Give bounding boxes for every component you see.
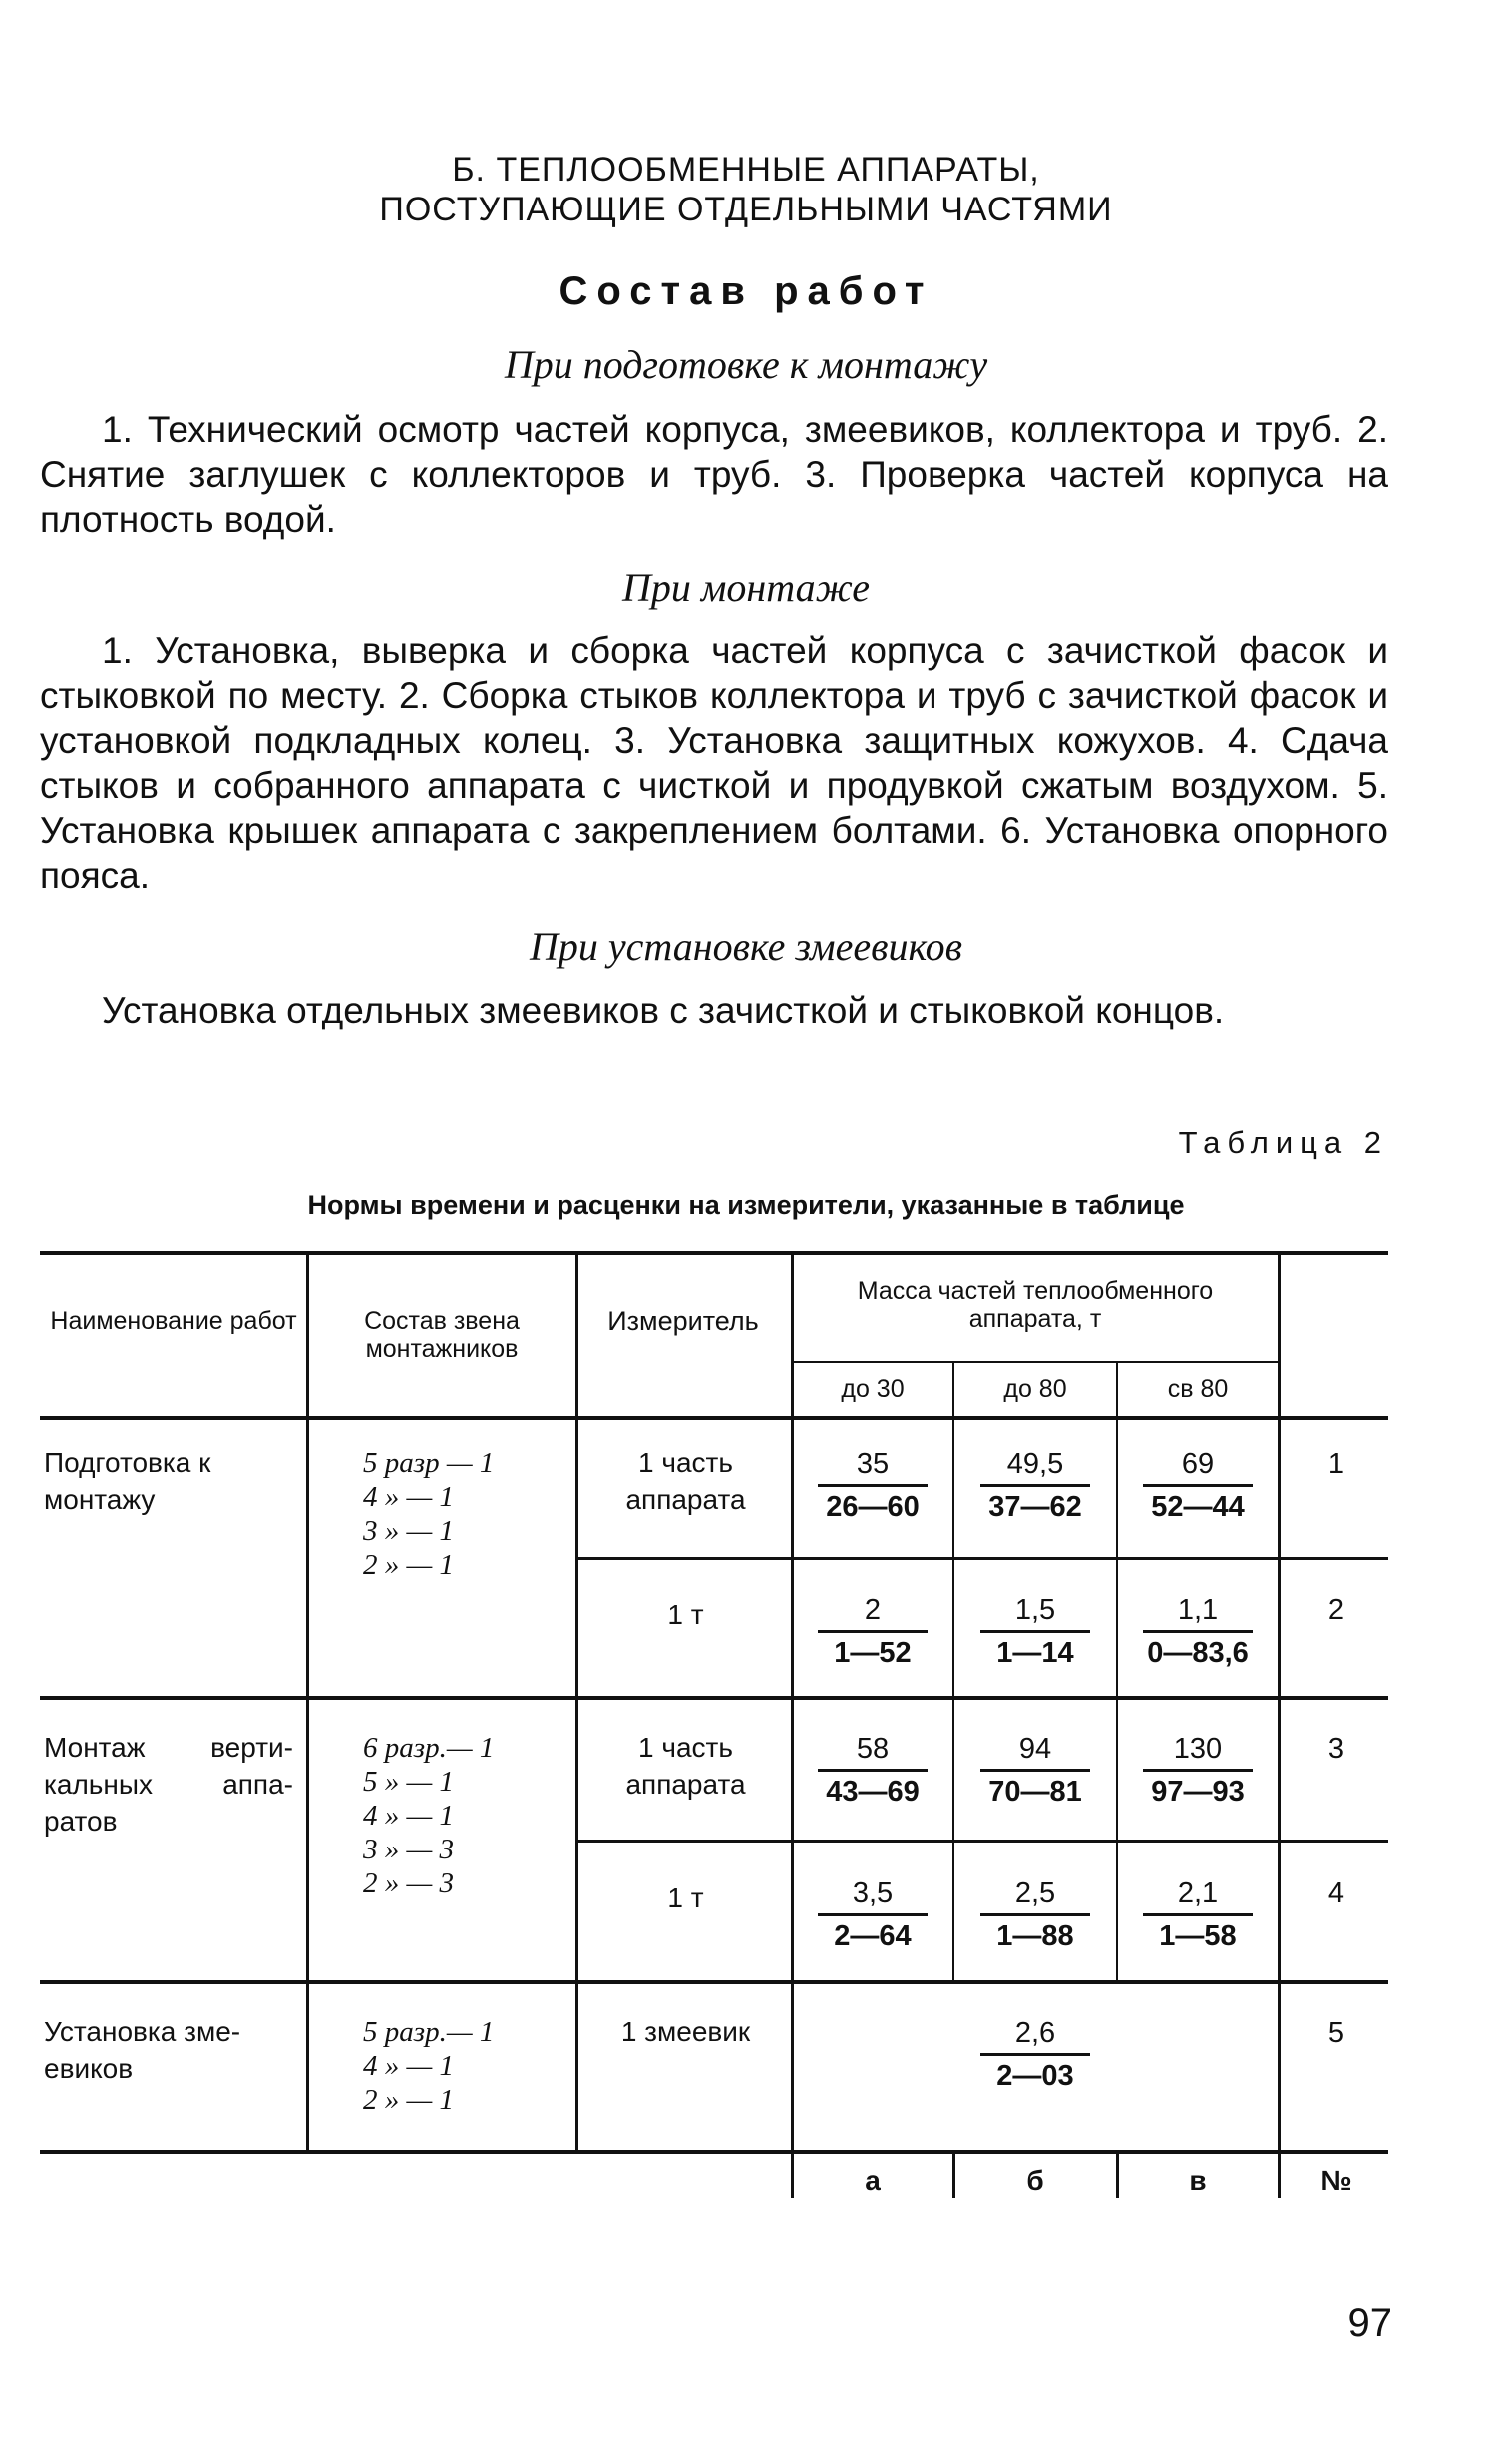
column-letter-b: б bbox=[1026, 2165, 1044, 2196]
header-mass-2: до 80 bbox=[1003, 1375, 1067, 1403]
row-unit: 1 часть аппарата bbox=[625, 1447, 746, 1515]
price-rate: 2—64 bbox=[834, 1920, 912, 1952]
prep-paragraph bbox=[40, 407, 1388, 542]
price-rate: 1—58 bbox=[1159, 1920, 1237, 1952]
vrule-c bbox=[1278, 1251, 1281, 2152]
header-crew: Состав звена монтажников bbox=[364, 1307, 520, 1363]
row-cell-a bbox=[794, 1444, 951, 1527]
coil-paragraph bbox=[40, 988, 1388, 1032]
price-norm: 69 bbox=[1181, 1448, 1215, 1480]
header-mass: Масса частей теплообменного аппарата, т bbox=[857, 1277, 1214, 1333]
row-cell-a bbox=[794, 1729, 951, 1812]
price-norm: 2 bbox=[864, 1594, 882, 1626]
row-rule-1 bbox=[575, 1557, 1388, 1560]
price-norm: 2,5 bbox=[1014, 1877, 1056, 1909]
price-norm: 1,5 bbox=[1014, 1594, 1056, 1626]
mount-paragraph bbox=[40, 628, 1388, 898]
header-unit: Измеритель bbox=[607, 1306, 759, 1336]
column-letter-c: в bbox=[1189, 2165, 1207, 2196]
price-rate: 52—44 bbox=[1151, 1491, 1245, 1523]
group-rule-2 bbox=[40, 1980, 1388, 1984]
table-label: Таблица 2 bbox=[1178, 1125, 1388, 1160]
row-number: 2 bbox=[1327, 1594, 1345, 1626]
price-norm: 1,1 bbox=[1177, 1594, 1219, 1626]
price-rate: 26—60 bbox=[826, 1491, 920, 1523]
footer-vrule-c bbox=[1278, 2150, 1281, 2198]
header-mass-1: до 30 bbox=[841, 1375, 905, 1403]
work-name-coils: Установка змеевиков bbox=[44, 2016, 241, 2084]
column-number-sign: № bbox=[1320, 2165, 1352, 2196]
works-title: Состав работ bbox=[559, 269, 933, 313]
row-unit: 1 т bbox=[667, 1882, 704, 1913]
row-number: 3 bbox=[1327, 1733, 1345, 1765]
section-heading-line2: ПОСТУПАЮЩИЕ ОТДЕЛЬНЫМИ ЧАСТЯМИ bbox=[379, 191, 1113, 228]
price-rate: 1—14 bbox=[996, 1637, 1074, 1669]
price-norm: 2,6 bbox=[1014, 2017, 1056, 2049]
crew-coils: 5 разр.— 1 4 » — 1 2 » — 1 bbox=[363, 2016, 495, 2116]
table-title: Нормы времени и расценки на измерители, указанные в таблице bbox=[307, 1190, 1185, 1220]
row-cell-b bbox=[955, 1729, 1115, 1812]
crew-prep: 5 разр — 1 4 » — 1 3 » — 1 2 » — 1 bbox=[363, 1447, 495, 1581]
row-cell-a bbox=[794, 1873, 951, 1956]
price-rate: 97—93 bbox=[1151, 1776, 1245, 1808]
price-norm: 58 bbox=[856, 1733, 890, 1765]
row-unit: 1 часть аппарата bbox=[625, 1732, 746, 1800]
row-cell-b bbox=[955, 1873, 1115, 1956]
price-norm: 49,5 bbox=[1006, 1448, 1064, 1480]
price-rate: 0—83,6 bbox=[1147, 1637, 1249, 1669]
row-cell-b bbox=[955, 1590, 1115, 1673]
group-rule-1 bbox=[40, 1696, 1388, 1700]
price-rate: 37—62 bbox=[988, 1491, 1082, 1523]
coil-subtitle: При установке змеевиков bbox=[529, 924, 962, 969]
header-mass-3: св 80 bbox=[1167, 1375, 1229, 1403]
price-rate: 1—88 bbox=[996, 1920, 1074, 1952]
price-norm: 2,1 bbox=[1177, 1877, 1219, 1909]
row-number: 5 bbox=[1327, 2017, 1345, 2049]
row-cell-b bbox=[955, 1444, 1115, 1527]
vrule-a bbox=[952, 1361, 954, 1982]
work-name-vertical: Монтаж вертикальных аппаратов bbox=[44, 1732, 293, 1837]
table-header-rule bbox=[40, 1416, 1388, 1420]
price-rate: 70—81 bbox=[988, 1776, 1082, 1808]
table-bottom-rule bbox=[40, 2150, 1388, 2154]
price-norm: 94 bbox=[1018, 1733, 1052, 1765]
prep-subtitle: При подготовке к монтажу bbox=[504, 342, 988, 387]
section-heading-line1: Б. ТЕПЛООБМЕННЫЕ АППАРАТЫ, bbox=[452, 151, 1040, 189]
price-norm: 3,5 bbox=[852, 1877, 894, 1909]
mount-subtitle: При монтаже bbox=[621, 565, 871, 610]
price-rate: 2—03 bbox=[996, 2060, 1074, 2092]
row-unit: 1 змеевик bbox=[620, 2016, 751, 2047]
vrule-b bbox=[1116, 1361, 1118, 1982]
row-number: 4 bbox=[1327, 1877, 1345, 1909]
mass-subheader-rule bbox=[791, 1361, 1278, 1363]
price-norm: 130 bbox=[1173, 1733, 1223, 1765]
table-top-rule bbox=[40, 1251, 1388, 1255]
row-cell-c bbox=[1119, 1590, 1277, 1673]
header-name: Наименование работ bbox=[50, 1307, 297, 1335]
prep-text: 1. Технический осмотр частей корпуса, змеевиков, коллектора и труб. 2. Снятие заглушек с коллекторов и труб. 3. Проверка частей корпуса на плотность водой. bbox=[40, 409, 1388, 540]
column-letter-a: а bbox=[865, 2165, 881, 2196]
coil-text: Установка отдельных змеевиков с зачисткой и стыковкой концов. bbox=[102, 990, 1225, 1030]
vrule-name bbox=[306, 1251, 309, 2152]
row-rule-2 bbox=[575, 1840, 1388, 1843]
row-cell-a bbox=[794, 1590, 951, 1673]
row-cell-c bbox=[1119, 1444, 1277, 1527]
row-unit: 1 т bbox=[667, 1599, 704, 1630]
mount-text: 1. Установка, выверка и сборка частей корпуса с зачисткой фасок и стыковкой по месту. 2. Сборка стыков коллектора и труб с зачисткой фасок и установкой подкладных колец. 3. Установка защитных кожухов. 4. Сдача стыков и собранного аппарата с чисткой и продувкой сжатым воздухом. 5. Установка крышек аппарата с закреплением болтами. 6. Установка опорного пояса. bbox=[40, 630, 1388, 896]
row-cell-merged bbox=[955, 2013, 1115, 2096]
work-name-prep: Подготовка к монтажу bbox=[44, 1447, 211, 1515]
row-cell-c bbox=[1119, 1729, 1277, 1812]
row-number: 1 bbox=[1327, 1448, 1345, 1480]
crew-vertical: 6 разр.— 1 5 » — 1 4 » — 1 3 » — 3 2 » — 3 bbox=[363, 1732, 495, 1899]
row-cell-c bbox=[1119, 1873, 1277, 1956]
vrule-crew bbox=[575, 1251, 578, 2152]
price-rate: 43—69 bbox=[826, 1776, 920, 1808]
price-norm: 35 bbox=[856, 1448, 890, 1480]
page-number: 97 bbox=[1347, 2301, 1392, 2345]
price-rate: 1—52 bbox=[834, 1637, 912, 1669]
